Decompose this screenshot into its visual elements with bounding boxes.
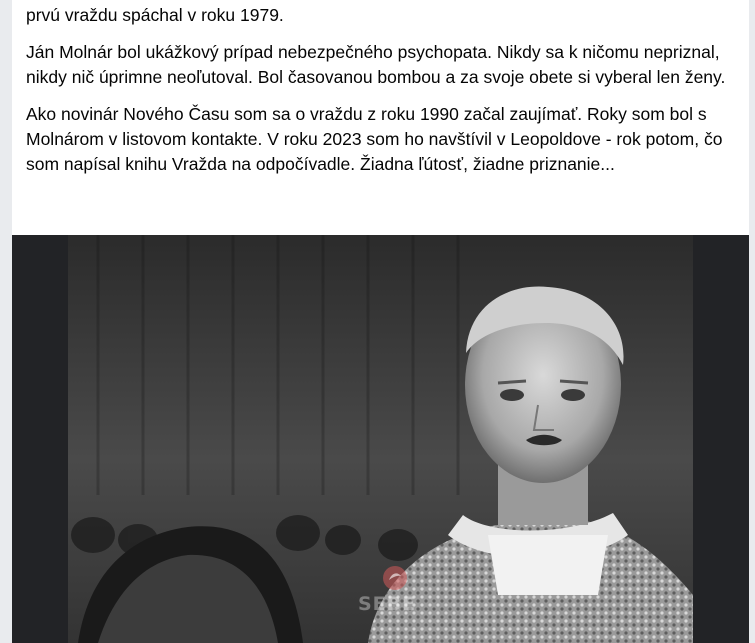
black-white-photo[interactable] — [68, 235, 693, 643]
post-paragraph: Ján Molnár bol ukážkový prípad nebezpečného psychopata. Nikdy sa k ničomu nepriznal, nikdy nič úprimne neoľutoval. Bol časovanou bombou a za svoje obete si vyberal len ženy. — [26, 42, 726, 87]
post-paragraph: Ako novinár Nového Času som sa o vraždu z roku 1990 začal zaujímať. Roky som bol s Molnárom v listovom kontakte. V roku 2023 som ho navštívil v Leopoldove - rok potom, čo som napísal knihu Vražda na odpočívadle. Žiadna ľútosť, žiadne priznanie... — [26, 104, 723, 174]
watermark-text: SEBE — [358, 593, 417, 615]
watermark-logo-icon — [380, 563, 410, 593]
post-paragraph: prvú vraždu spáchal v roku 1979. — [26, 5, 284, 25]
watermark — [358, 585, 478, 625]
post-card — [12, 0, 749, 643]
post-photo[interactable] — [12, 235, 749, 643]
post-text — [12, 3, 749, 177]
